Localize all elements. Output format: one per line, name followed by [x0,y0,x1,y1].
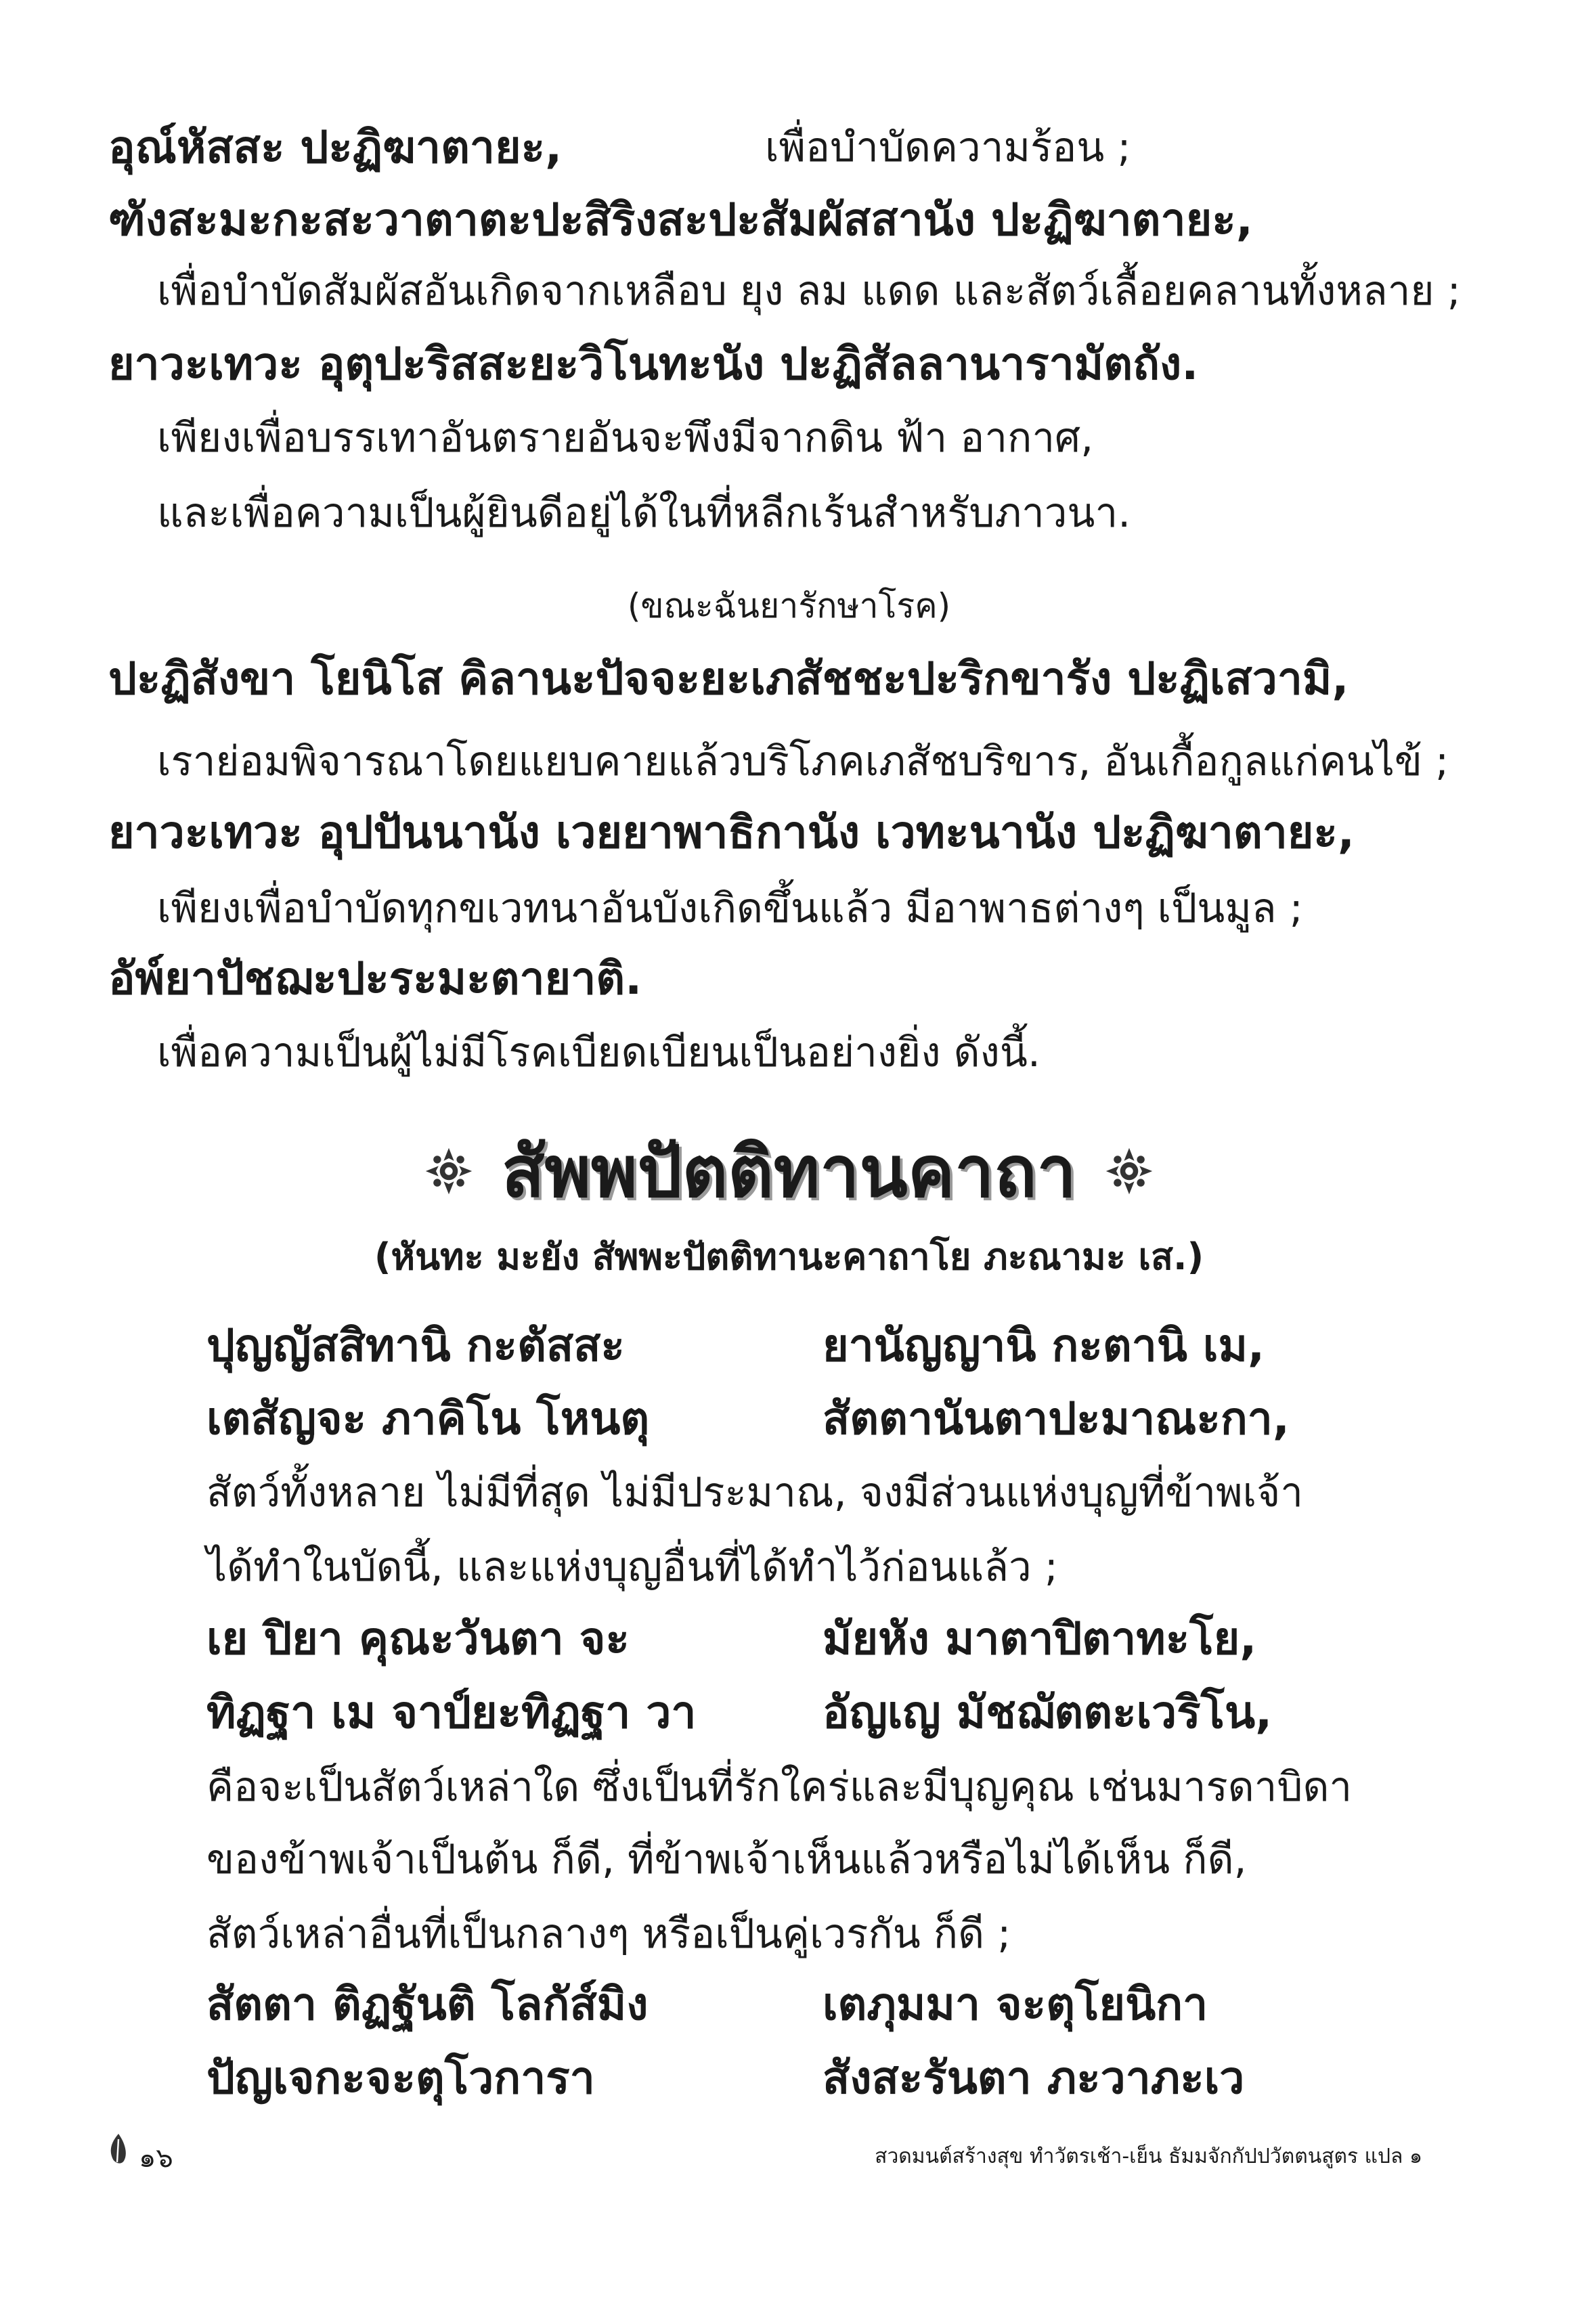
pali-line: ปะฏิสังขา โยนิโส คิลานะปัจจะยะเภสัชชะปะริกขารัง ปะฏิเสวามิ, [108,653,1349,705]
translation-line: เพียงเพื่อบำบัดทุกขเวทนาอันบังเกิดขึ้นแล้ว มีอาพาธต่างๆ เป็นมูล ; [157,885,1303,932]
verse-right: สัตตานันตาปะมาณะกา, [823,1393,1290,1445]
translation-line: คือจะเป็นสัตว์เหล่าใด ซึ่งเป็นที่รักใคร่และมีบุญคุณ เช่นมารดาบิดา [206,1763,1353,1811]
verse-left: เย ปิยา คุณะวันตา จะ [206,1613,630,1665]
translation-line: สัตว์เหล่าอื่นที่เป็นกลางๆ หรือเป็นคู่เวรกัน ก็ดี ; [206,1910,1011,1958]
page-title: สัพพปัตติทานคาถา [501,1130,1077,1213]
page-number: ๑๖ [139,2143,173,2174]
pali-line: ยาวะเทวะ อุปปันนานัง เวยยาพาธิกานัง เวทะนานัง ปะฏิฆาตายะ, [108,806,1355,858]
translation-line: เราย่อมพิจารณาโดยแยบคายแล้วบริโภคเภสัชบริขาร, อันเกื้อกูลแก่คนไข้ ; [157,738,1449,785]
pali-line: ยาวะเทวะ อุตุปะริสสะยะวิโนทะนัง ปะฏิสัลลานารามัตถัง. [108,338,1199,390]
pali-line: ฑังสะมะกะสะวาตาตะปะสิริงสะปะสัมผัสสานัง ปะฏิฆาตายะ, [108,194,1253,246]
chant-subtitle: (หันทะ มะยัง สัพพะปัตติทานะคาถาโย ภะณามะ เส.) [374,1235,1204,1278]
section-heading [0,1124,1578,1219]
translation-line: ของข้าพเจ้าเป็นต้น ก็ดี, ที่ข้าพเจ้าเห็นแล้วหรือไม่ได้เห็น ก็ดี, [206,1836,1247,1883]
translation-line: เพื่อความเป็นผู้ไม่มีโรคเบียดเบียนเป็นอย่างยิ่ง ดังนี้. [157,1029,1040,1076]
verse-right: ยานัญญานิ กะตานิ เม, [823,1319,1265,1372]
verse-left: ปุญญัสสิทานิ กะตัสสะ [206,1319,625,1372]
context-note: (ขณะฉันยารักษาโรค) [627,586,951,626]
running-footer: สวดมนต์สร้างสุข ทำวัตรเช้า-เย็น ธัมมจักกัปปวัตตนสูตร แปล ๑ [875,2145,1422,2168]
translation-line: เพื่อบำบัดสัมผัสอันเกิดจากเหลือบ ยุง ลม แดด และสัตว์เลื้อยคลานทั้งหลาย ; [157,267,1461,315]
verse-left: เตสัญจะ ภาคิโน โหนตุ [206,1393,650,1445]
leaf-mark-icon [105,2132,132,2168]
translation-line: และเพื่อความเป็นผู้ยินดีอยู่ได้ในที่หลีกเร้นสำหรับภาวนา. [157,489,1131,537]
translation-line: สัตว์ทั้งหลาย ไม่มีที่สุด ไม่มีประมาณ, จงมีส่วนแห่งบุญที่ข้าพเจ้า [206,1469,1303,1516]
flower-ornament-icon [1103,1145,1155,1197]
flower-ornament-icon [423,1145,475,1197]
pali-line: อัพ์ยาปัชฌะปะระมะตายาติ. [108,952,642,1005]
verse-left: ปัญเจกะจะตุโวการา [206,2052,595,2104]
verse-right: สังสะรันตา ภะวาภะเว [823,2052,1245,2104]
pali-line: อุณ์หัสสะ ปะฏิฆาตายะ, [108,121,563,173]
translation-line: เพื่อบำบัดความร้อน ; [765,124,1131,171]
verse-right: เตภุมมา จะตุโยนิกา [823,1978,1208,2030]
verse-left: สัตตา ติฏฐันติ โลกัส์มิง [206,1978,649,2030]
translation-line: ได้ทำในบัดนี้, และแห่งบุญอื่นที่ได้ทำไว้ก่อนแล้ว ; [206,1543,1058,1591]
verse-right: มัยหัง มาตาปิตาทะโย, [823,1613,1257,1665]
verse-right: อัญเญ มัชฌัตตะเวริโน, [823,1686,1273,1738]
translation-line: เพียงเพื่อบรรเทาอันตรายอันจะพึงมีจากดิน ฟ้า อากาศ, [157,414,1094,462]
verse-left: ทิฏฐา เม จาป์ยะทิฏฐา วา [206,1686,697,1738]
